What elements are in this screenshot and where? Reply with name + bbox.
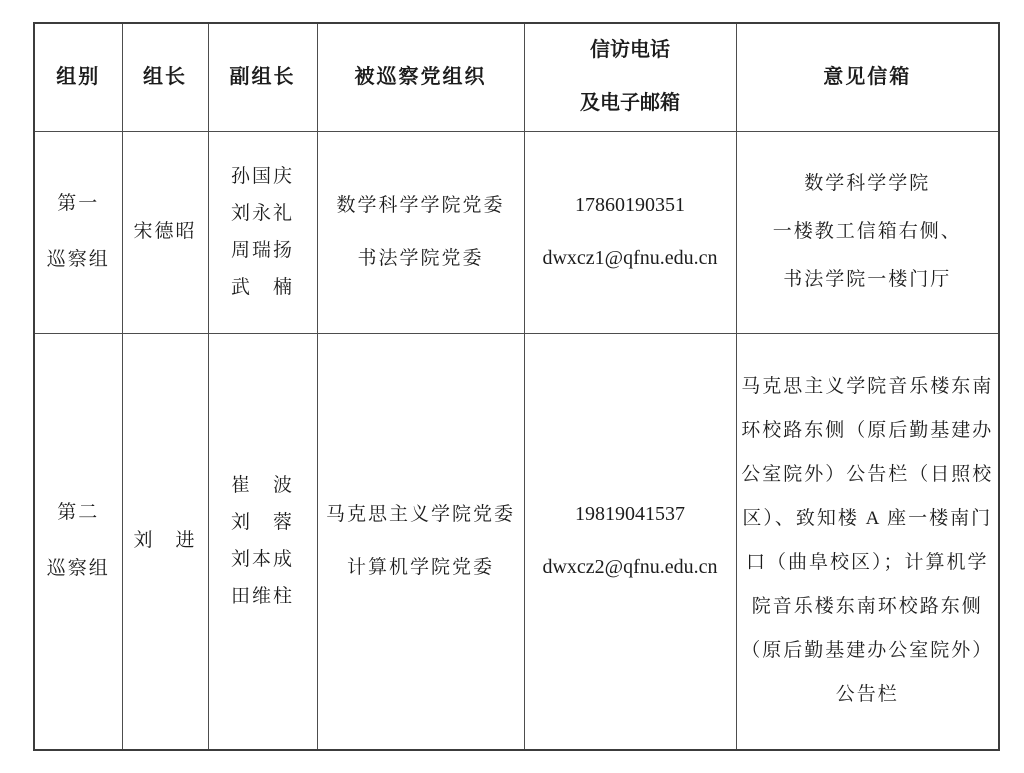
cell-line: 意见信箱: [823, 66, 912, 89]
cell-line: 马克思主义学院音乐楼东南: [741, 376, 994, 398]
cell-line: 刘本成: [230, 549, 294, 571]
cell-line: 计算机学院党委: [346, 557, 494, 579]
cell-line: 组别: [56, 66, 101, 89]
cell-line: （原后勤基建办公室院外）: [741, 640, 994, 662]
cell-line: 周瑞扬: [230, 240, 294, 261]
cell-line: 田维柱: [230, 586, 294, 608]
cell-group-name: [34, 131, 122, 333]
cell-line: 巡察组: [46, 249, 110, 270]
cell-line: 书法学院党委: [357, 248, 484, 269]
cell-line: 组长: [143, 66, 187, 89]
cell-organizations: [317, 333, 524, 750]
cell-line: 信访电话: [590, 39, 670, 62]
inspection-groups-table: [33, 22, 1000, 751]
cell-line: 副组长: [229, 65, 296, 88]
header-organization: [317, 23, 524, 131]
cell-line: 崔 波: [230, 475, 294, 497]
cell-deputies: [208, 131, 317, 333]
cell-line: dwxcz2@qfnu.edu.cn: [542, 556, 718, 579]
cell-line: 19819041537: [575, 503, 685, 526]
cell-line: 公室院外）公告栏（日照校: [741, 464, 994, 486]
cell-line: 马克思主义学院党委: [325, 504, 515, 526]
cell-line: 刘永礼: [230, 203, 294, 224]
cell-line: 院音乐楼东南环校路东侧: [751, 596, 983, 618]
header-leader: [122, 23, 208, 131]
cell-line: 武 楠: [230, 277, 294, 298]
cell-line: 公告栏: [835, 684, 899, 706]
cell-contact: [524, 131, 736, 333]
table-header-row: [34, 23, 999, 131]
cell-line: 口（曲阜校区）；计算机学: [745, 552, 989, 574]
cell-line: 一楼教工信箱右侧、: [772, 221, 962, 242]
cell-deputies: [208, 333, 317, 750]
cell-line: 数学科学学院党委: [336, 195, 505, 216]
cell-line: 环校路东侧（原后勤基建办: [741, 420, 994, 442]
cell-line: 孙国庆: [230, 166, 294, 187]
header-mailbox: [736, 23, 999, 131]
header-deputy: [208, 23, 317, 131]
cell-contact: [524, 333, 736, 750]
cell-line: dwxcz1@qfnu.edu.cn: [542, 247, 718, 269]
table-row-group-1: [34, 131, 999, 333]
cell-leader: [122, 131, 208, 333]
cell-line: 刘 进: [133, 530, 197, 552]
cell-line: 第二: [57, 502, 100, 524]
header-contact: [524, 23, 736, 131]
table-row-group-2: [34, 333, 999, 750]
cell-line: 被巡察党组织: [354, 65, 487, 88]
cell-line: 书法学院一楼门厅: [783, 269, 952, 290]
cell-line: 数学科学学院: [804, 173, 931, 194]
cell-mailbox: [736, 333, 999, 750]
cell-mailbox: [736, 131, 999, 333]
cell-line: 宋德昭: [133, 221, 197, 242]
cell-organizations: [317, 131, 524, 333]
cell-line: 刘 蓉: [230, 512, 294, 534]
cell-line: 17860190351: [575, 194, 685, 216]
cell-line: 区）、致知楼 A 座一楼南门: [742, 508, 993, 530]
cell-line: 及电子邮箱: [580, 92, 680, 115]
cell-line: 巡察组: [46, 558, 110, 580]
cell-group-name: [34, 333, 122, 750]
header-group: [34, 23, 122, 131]
cell-line: 第一: [57, 193, 100, 214]
cell-leader: [122, 333, 208, 750]
